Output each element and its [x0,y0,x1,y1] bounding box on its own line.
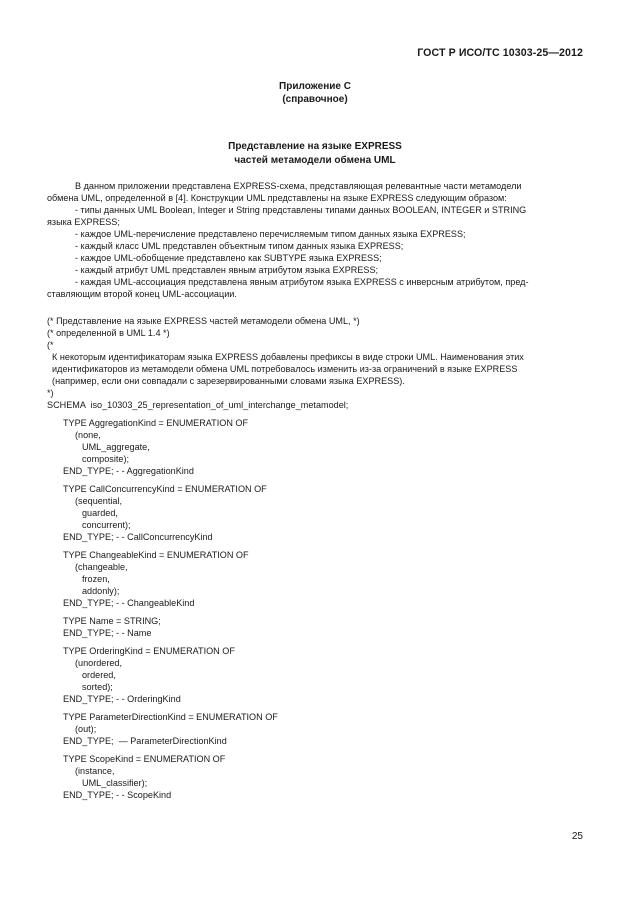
intro-para-line: обмена UML, определенной в [4]. Конструкции UML представлены на языке EXPRESS следующим образом: [47,193,507,203]
code-comment: (* Представление на языке EXPRESS частей метамодели обмена UML, *) [47,316,360,326]
type-declaration: TYPE ParameterDirectionKind = ENUMERATION OF [63,712,278,722]
type-declaration: TYPE OrderingKind = ENUMERATION OF [63,646,235,656]
section-title-line2: частей метамодели обмена UML [234,155,396,166]
type-end: END_TYPE; — ParameterDirectionKind [63,736,227,746]
schema-declaration: SCHEMA iso_10303_25_representation_of_uml_interchange_metamodel; [47,400,349,410]
enum-value: guarded, [82,508,118,518]
intro-para-line: В данном приложении представлена EXPRESS-схема, представляющая релевантные части метамодели [75,181,522,191]
intro-bullet-cont: языка EXPRESS; [47,217,120,227]
intro-bullet: - каждое UML-обобщение представлено как SUBTYPE языка EXPRESS; [75,253,382,263]
intro-bullet: - каждая UML-ассоциация представлена явным атрибутом языка EXPRESS с инверсным атрибутом, пред- [75,277,529,287]
enum-value: (out); [75,724,97,734]
type-end: END_TYPE; - - OrderingKind [63,694,181,704]
enum-value: (unordered, [75,658,123,668]
code-comment: *) [47,388,54,398]
type-declaration: TYPE ScopeKind = ENUMERATION OF [63,754,226,764]
enum-value: UML_aggregate, [82,442,150,452]
standard-header: ГОСТ Р ИСО/ТС 10303-25—2012 [417,47,583,59]
type-end: END_TYPE; - - ScopeKind [63,790,172,800]
type-declaration: TYPE AggregationKind = ENUMERATION OF [63,418,249,428]
enum-value: addonly); [82,586,120,596]
code-comment: К некоторым идентификаторам языка EXPRESS добавлены префиксы в виде строки UML. Наименования этих [47,352,524,362]
enum-value: composite); [82,454,130,464]
intro-bullet: - каждый класс UML представлен объектным типом данных языка EXPRESS; [75,241,404,251]
annex-title: Приложение C [279,81,351,92]
express-code [47,315,587,801]
type-declaration: TYPE CallConcurrencyKind = ENUMERATION OF [63,484,267,494]
code-comment: идентификаторов из метамодели обмена UML потребовалось изменить из-за ограничений в языке EXPRESS [47,364,518,374]
code-comment: (* [47,340,54,350]
type-declaration: TYPE Name = STRING; [63,616,161,626]
enum-value: (sequential, [75,496,123,506]
page-number: 25 [571,831,583,842]
intro-bullet: - типы данных UML Boolean, Integer и String представлены типами данных BOOLEAN, INTEGER и STRING [75,205,527,215]
annex-note: (справочное) [282,94,348,105]
enum-value: sorted); [82,682,113,692]
enum-value: concurrent); [82,520,131,530]
enum-value: (changeable, [75,562,128,572]
enum-value: (instance, [75,766,115,776]
type-end: END_TYPE; - - ChangeableKind [63,598,195,608]
enum-value: ordered, [82,670,116,680]
intro-bullet: - каждый атрибут UML представлен явным атрибутом языка EXPRESS; [75,265,379,275]
section-title-line1: Представление на языке EXPRESS [228,141,402,152]
code-comment: (например, если они совпадали с зарезервированными словами языка EXPRESS). [47,376,405,386]
type-end: END_TYPE; - - Name [63,628,152,638]
code-comment: (* определенной в UML 1.4 *) [47,328,170,338]
type-declaration: TYPE ChangeableKind = ENUMERATION OF [63,550,249,560]
type-end: END_TYPE; - - AggregationKind [63,466,194,476]
intro-bullet-cont: ставляющим второй конец UML-ассоциации. [47,289,237,299]
type-end: END_TYPE; - - CallConcurrencyKind [63,532,213,542]
enum-value: frozen, [82,574,110,584]
intro-bullet: - каждое UML-перечисление представлено перечисляемым типом данных языка EXPRESS; [75,229,466,239]
enum-value: (none, [75,430,101,440]
intro-text [47,180,584,300]
enum-value: UML_classifier); [82,778,148,788]
